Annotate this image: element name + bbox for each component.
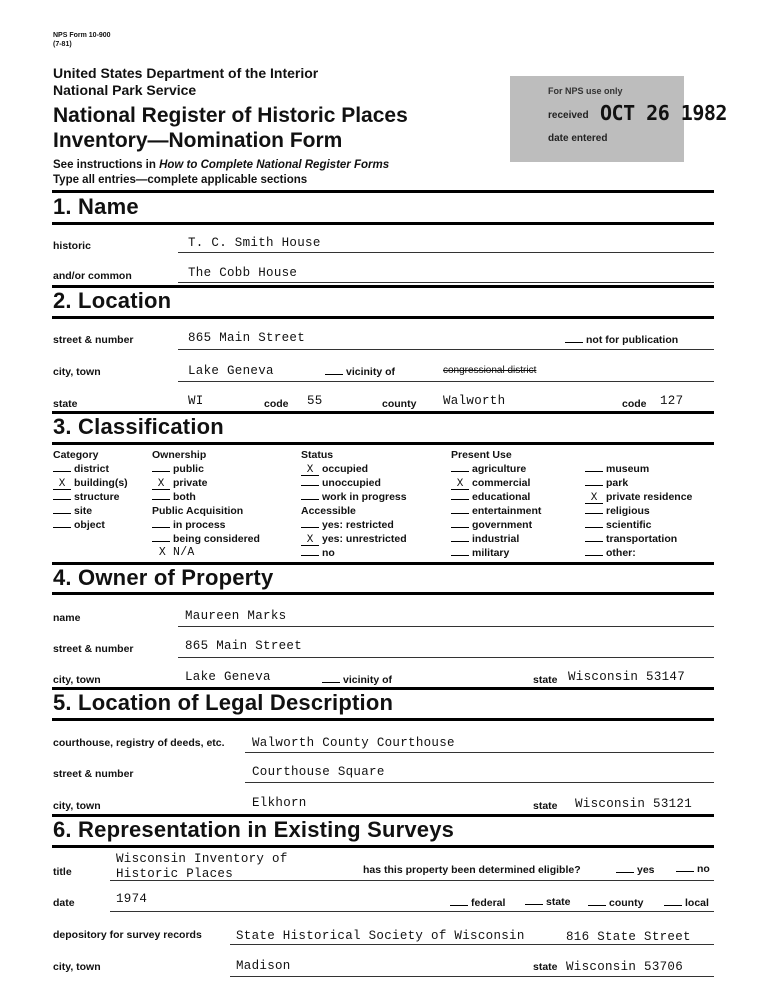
vicinity-label: vicinity of: [325, 365, 395, 378]
common-name: The Cobb House: [188, 266, 298, 280]
form-title-2: Inventory—Nomination Form: [53, 129, 343, 152]
legal-city-label: city, town: [53, 800, 101, 812]
divider: [52, 845, 714, 848]
county-value: Walworth: [443, 394, 506, 408]
congressional-district: congressional district: [443, 365, 537, 376]
survey-city-label: city, town: [53, 961, 101, 973]
instructions: See instructions in How to Complete National Register Forms: [53, 159, 390, 171]
survey-state-label: state: [533, 961, 558, 973]
date-entered-label: date entered: [548, 133, 608, 144]
legal-street-label: street & number: [53, 768, 134, 780]
owner-state-label: state: [533, 674, 558, 686]
nps-use-label: For NPS use only: [548, 86, 623, 96]
survey-city: Madison: [236, 959, 291, 973]
city-label: city, town: [53, 366, 101, 378]
form-number: NPS Form 10-900: [53, 32, 111, 39]
courthouse-label: courthouse, registry of deeds, etc.: [53, 737, 225, 749]
legal-street: Courthouse Square: [252, 765, 385, 779]
depository-value: State Historical Society of Wisconsin: [236, 929, 525, 943]
county-code-label: code: [622, 398, 647, 410]
section-1-heading: 1. Name: [53, 194, 139, 219]
field-line: [178, 349, 714, 350]
level-state: state: [525, 896, 571, 908]
divider: [52, 718, 714, 721]
state-label: state: [53, 398, 78, 410]
city-value: Lake Geneva: [188, 364, 274, 378]
divider: [52, 442, 714, 445]
owner-vicinity: vicinity of: [322, 673, 392, 686]
status-column: Status X occupied unoccupied work in progress Accessible yes: restricted X yes: unrestricted no: [301, 449, 407, 559]
form-title-1: National Register of Historic Places: [53, 104, 408, 127]
field-line: [245, 752, 714, 753]
field-line: [110, 880, 714, 881]
county-code-value: 127: [660, 394, 684, 408]
department: United States Department of the Interior: [53, 65, 319, 81]
section-3-heading: 3. Classification: [53, 414, 224, 439]
divider: [52, 190, 714, 193]
received-label: received: [548, 110, 589, 121]
depository-label: depository for survey records: [53, 929, 202, 941]
code-value: 55: [307, 394, 323, 408]
street-value: 865 Main Street: [188, 331, 306, 345]
owner-state: Wisconsin 53147: [568, 670, 686, 684]
common-name-label: and/or common: [53, 270, 132, 282]
code-label: code: [264, 398, 289, 410]
field-line: [245, 782, 714, 783]
received-date: OCT 26 1982: [600, 101, 727, 125]
eligible-yes: yes: [616, 863, 655, 876]
ownership-column: Ownership public X private both Public Acquisition in process being considered X N/A: [152, 449, 260, 559]
depository-address: 816 State Street: [566, 930, 691, 944]
present-use-column-1: Present Use agriculture X commercial educational entertainment government industrial military: [451, 449, 542, 559]
field-line: [178, 252, 714, 253]
survey-date-label: date: [53, 897, 75, 909]
level-local: local: [664, 896, 709, 909]
section-4-heading: 4. Owner of Property: [53, 565, 274, 590]
survey-state: Wisconsin 53706: [566, 960, 684, 974]
legal-state-label: state: [533, 800, 558, 812]
owner-city: Lake Geneva: [185, 670, 271, 684]
field-line: [178, 282, 714, 283]
section-6-heading: 6. Representation in Existing Surveys: [53, 817, 455, 842]
survey-title-1: Wisconsin Inventory of: [116, 852, 288, 866]
survey-title-label: title: [53, 866, 72, 878]
owner-city-label: city, town: [53, 674, 101, 686]
legal-city: Elkhorn: [252, 796, 307, 810]
not-for-publication: not for publication: [565, 333, 678, 346]
divider: [52, 222, 714, 225]
eligible-no: no: [676, 863, 710, 875]
divider: [52, 592, 714, 595]
form-revision: (7-81): [53, 41, 72, 48]
eligible-question: has this property been determined eligible?: [363, 864, 581, 876]
section-5-heading: 5. Location of Legal Description: [53, 690, 394, 715]
field-line: [178, 381, 714, 382]
category-column: Category district X building(s) structure site object: [53, 449, 128, 531]
level-county: county: [588, 896, 643, 909]
state-value: WI: [188, 394, 204, 408]
field-line: [178, 657, 714, 658]
service: National Park Service: [53, 82, 197, 98]
street-label: street & number: [53, 334, 134, 346]
present-use-column-2: museum park X private residence religious scientific transportation other:: [585, 462, 692, 560]
owner-name: Maureen Marks: [185, 609, 287, 623]
county-label: county: [382, 398, 417, 410]
survey-date: 1974: [116, 892, 148, 906]
historic-name: T. C. Smith House: [188, 236, 321, 250]
owner-street-label: street & number: [53, 643, 134, 655]
legal-state: Wisconsin 53121: [575, 797, 693, 811]
level-federal: federal: [450, 896, 505, 909]
survey-title-2: Historic Places: [116, 867, 234, 879]
field-line: [230, 976, 714, 977]
courthouse-value: Walworth County Courthouse: [252, 736, 455, 750]
field-line: [230, 944, 714, 945]
instructions-2: Type all entries—complete applicable sections: [53, 174, 308, 186]
field-line: [178, 626, 714, 627]
section-2-heading: 2. Location: [53, 288, 172, 313]
historic-label: historic: [53, 240, 91, 252]
field-line: [110, 911, 714, 912]
divider: [52, 316, 714, 319]
owner-name-label: name: [53, 612, 81, 624]
owner-street: 865 Main Street: [185, 639, 303, 653]
